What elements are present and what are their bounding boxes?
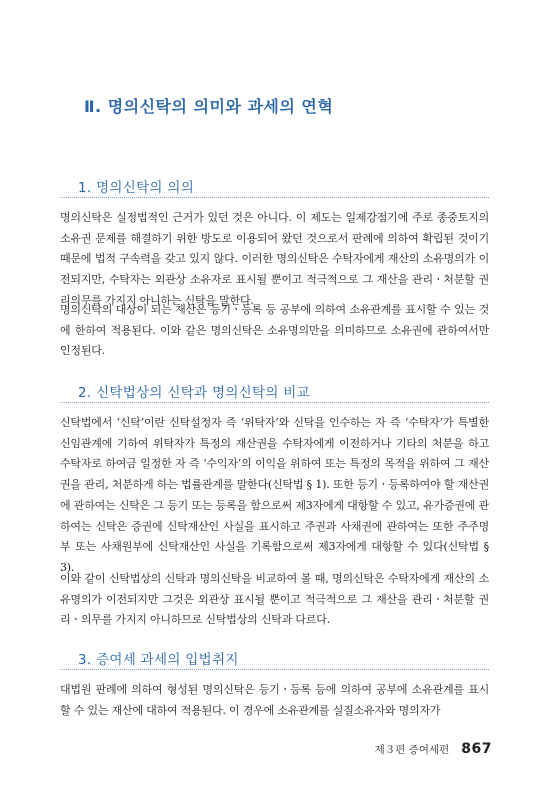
chapter-title: Ⅱ. 명의신탁의 의미와 과세의 연혁 (84, 97, 334, 116)
section-1-paragraph-2: 명의신탁의 대상이 되는 재산은 등기ㆍ등록 등 공부에 의하여 소유관계를 표시할 수 있는 것에 한하여 적용된다. 이와 같은 명의신탁은 소유명의만을 의미하므로 소유권에 관하여서만 인정된다. (60, 303, 489, 358)
section-2-rule (60, 402, 489, 403)
section-3-rule (60, 669, 489, 670)
page-footer (375, 741, 492, 757)
footer-section-label: 제３편 증여세편 (374, 744, 450, 756)
section-1-title: 1. 명의신탁의 의의 (78, 180, 195, 196)
section-2-paragraph-1: 신탁법에서 ‘신탁’이란 신탁설정자 즉 ‘위탁자’와 신탁을 인수하는 자 즉 ‘수탁자’가 특별한 신임관계에 기하여 위탁자가 특정의 재산권을 수탁자에게 이전하거나 기타의 처분을 하고 수탁자로 하여금 일정한 자 즉 ‘수익자’의 이익을 위하여 또는 특정의 목적을 위하여 그 재산권을 관리, 처분하게 하는 법률관계를 말한다(신탁법 § 1). 또한 등기ㆍ등록하여야 할 재산권에 관하여는 신탁은 그 등기 또는 등록을 함으로써 제3자에게 대항할 수 있고, 유가증권에 관하여는 신탁은 증권에 신탁재산인 사실을 표시하고 주권과 사채권에 관하여는 또한 주주명부 또는 사채원부에 신탁재산인 사실을 기록함으로써 제3자에게 대항할 수 있다(신탁법 § 3). (60, 416, 489, 574)
section-2-title: 2. 신탁법상의 신탁과 명의신탁의 비교 (78, 385, 310, 401)
section-3-paragraph-1: 대법원 판례에 의하여 형성된 명의신탁은 등기ㆍ등록 등에 의하여 공부에 소유관계를 표시할 수 있는 재산에 대하여 적용된다. 이 경우에 소유관계를 실질소유자와 명의자가 (60, 683, 489, 717)
page-number: 867 (461, 741, 492, 757)
section-2-paragraph-2: 이와 같이 신탁법상의 신탁과 명의신탁을 비교하여 볼 때, 명의신탁은 수탁자에게 재산의 소유명의가 이전되지만 그것은 외관상 표시될 뿐이고 적극적으로 그 재산을 관리ㆍ처분할 권리ㆍ의무를 가지지 아니하므로 신탁법상의 신탁과 다르다. (60, 572, 489, 627)
section-1-paragraph-1: 명의신탁은 실정법적인 근거가 있던 것은 아니다. 이 제도는 일제강점기에 주로 종중토지의 소유권 문제를 해결하기 위한 방도로 이용되어 왔던 것으로서 판례에 의하여 확립된 것이기 때문에 법적 구속력을 갖고 있지 않다. 이러한 명의신탁은 수탁자에게 재산의 소유명의가 이전되지만, 수탁자는 외관상 소유자로 표시될 뿐이고 적극적으로 그 재산을 관리ㆍ처분할 권리의무를 가지지 아니하는 신탁을 말한다. (60, 211, 489, 307)
section-1-rule (60, 197, 489, 198)
section-3-title: 3. 증여세 과세의 입법취지 (78, 652, 239, 668)
